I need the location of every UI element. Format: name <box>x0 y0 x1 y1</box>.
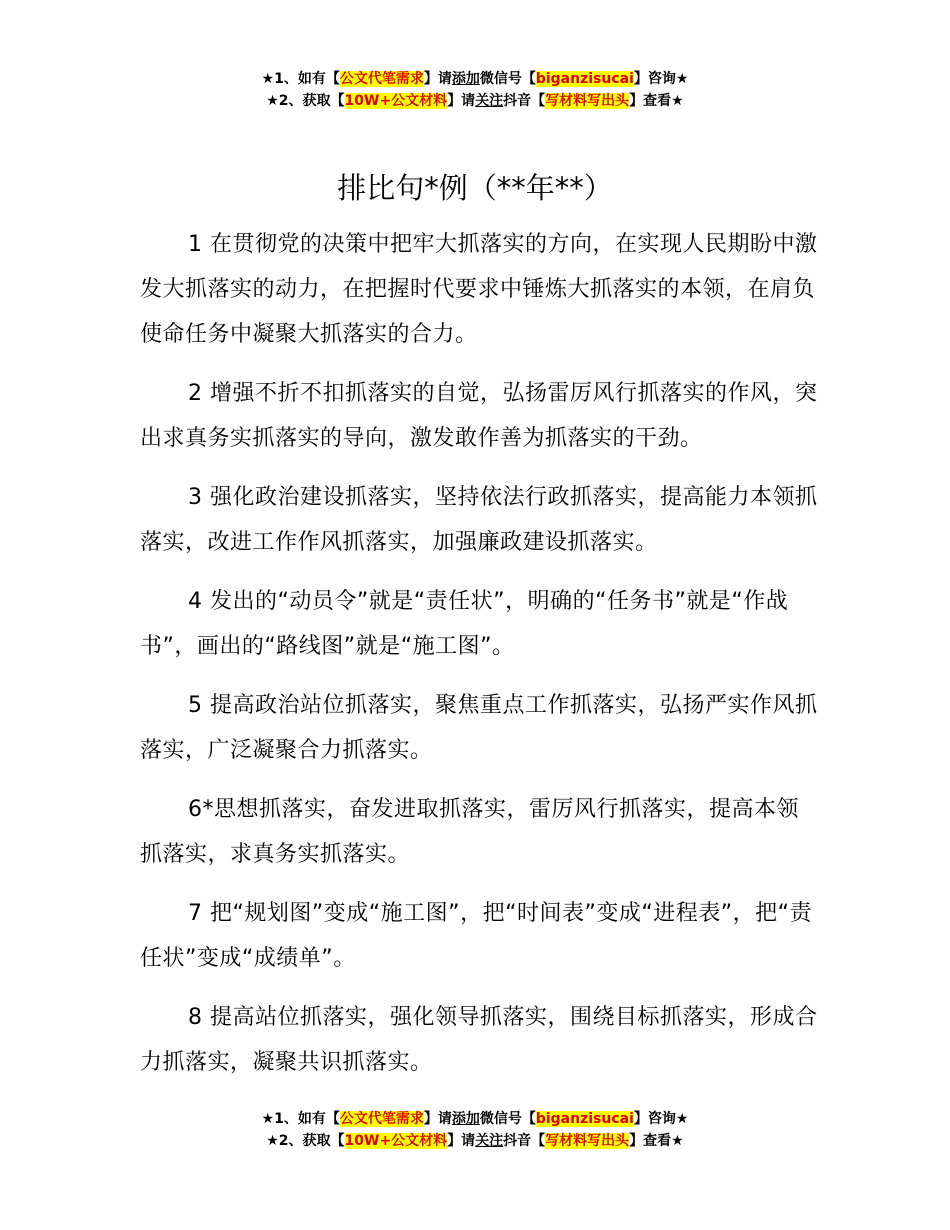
banner-text: 抖音【 <box>503 1133 546 1149</box>
banner-text: 】请 <box>447 93 476 109</box>
banner-text: ★2、获取【 <box>266 93 345 109</box>
banner-highlight: 10W+公文材料 <box>344 93 448 109</box>
banner-text: 】请 <box>423 71 452 87</box>
paragraph-5: 5 提高政治站位抓落实，聚焦重点工作抓落实，弘扬严实作风抓落实，广泛凝聚合力抓落实。 <box>140 693 818 763</box>
banner-highlight: 公文代笔需求 <box>339 71 424 87</box>
paragraph-6: 6*思想抓落实，奋发进取抓落实，雷厉风行抓落实，提高本领抓落实，求真务实抓落实。 <box>140 797 799 867</box>
banner-text: 微信号【 <box>479 1111 536 1127</box>
banner-underline: 添加 <box>451 1111 480 1127</box>
banner-line-2 <box>0 1130 950 1152</box>
banner-text: ★2、获取【 <box>266 1133 345 1149</box>
paragraph-4: 4 发出的“动员令”就是“责任状”，明确的“任务书”就是“作战书”，画出的“路线图”就是“施工图”。 <box>140 589 789 659</box>
banner-underline: 关注 <box>475 1133 504 1149</box>
header-banner <box>0 68 950 112</box>
banner-text: 】查看★ <box>629 93 684 109</box>
paragraph-1: 1 在贯彻党的决策中把牢大抓落实的方向，在实现人民期盼中激发大抓落实的动力，在把握时代要求中锤炼大抓落实的本领，在肩负使命任务中凝聚大抓落实的合力。 <box>140 232 818 347</box>
paragraph-3: 3 强化政治建设抓落实，坚持依法行政抓落实，提高能力本领抓落实，改进工作作风抓落实，加强廉政建设抓落实。 <box>140 485 818 555</box>
banner-text: ★1、如有【 <box>261 71 340 87</box>
paragraph-2: 2 增强不折不扣抓落实的自觉，弘扬雷厉风行抓落实的作风，突出求真务实抓落实的导向，激发敢作善为抓落实的干劲。 <box>140 381 818 451</box>
banner-line-1 <box>0 68 950 90</box>
banner-highlight: 公文代笔需求 <box>339 1111 424 1127</box>
banner-highlight: biganzisucai <box>535 1111 634 1127</box>
document-body <box>140 222 820 1099</box>
banner-text: 】咨询★ <box>633 71 689 87</box>
paragraph-8: 8 提高站位抓落实，强化领导抓落实，围绕目标抓落实，形成合力抓落实，凝聚共识抓落实。 <box>140 1005 818 1075</box>
banner-highlight: 10W+公文材料 <box>344 1133 448 1149</box>
banner-text: 抖音【 <box>503 93 546 109</box>
banner-underline: 添加 <box>451 71 480 87</box>
paragraph-7: 7 把“规划图”变成“施工图”，把“时间表”变成“进程表”，把“责任状”变成“成绩单”。 <box>140 901 813 971</box>
banner-line-2 <box>0 90 950 112</box>
banner-text: 微信号【 <box>479 71 536 87</box>
banner-line-1 <box>0 1108 950 1130</box>
banner-text: 】查看★ <box>629 1133 684 1149</box>
banner-highlight: 写材料写出头 <box>545 1133 630 1149</box>
banner-highlight: 写材料写出头 <box>545 93 630 109</box>
banner-text: ★1、如有【 <box>261 1111 340 1127</box>
banner-text: 】咨询★ <box>633 1111 689 1127</box>
document-title: 排比句*例（**年**） <box>337 171 613 205</box>
banner-text: 】请 <box>423 1111 452 1127</box>
banner-highlight: biganzisucai <box>535 71 634 87</box>
footer-banner <box>0 1108 950 1152</box>
banner-text: 】请 <box>447 1133 476 1149</box>
banner-underline: 关注 <box>475 93 504 109</box>
